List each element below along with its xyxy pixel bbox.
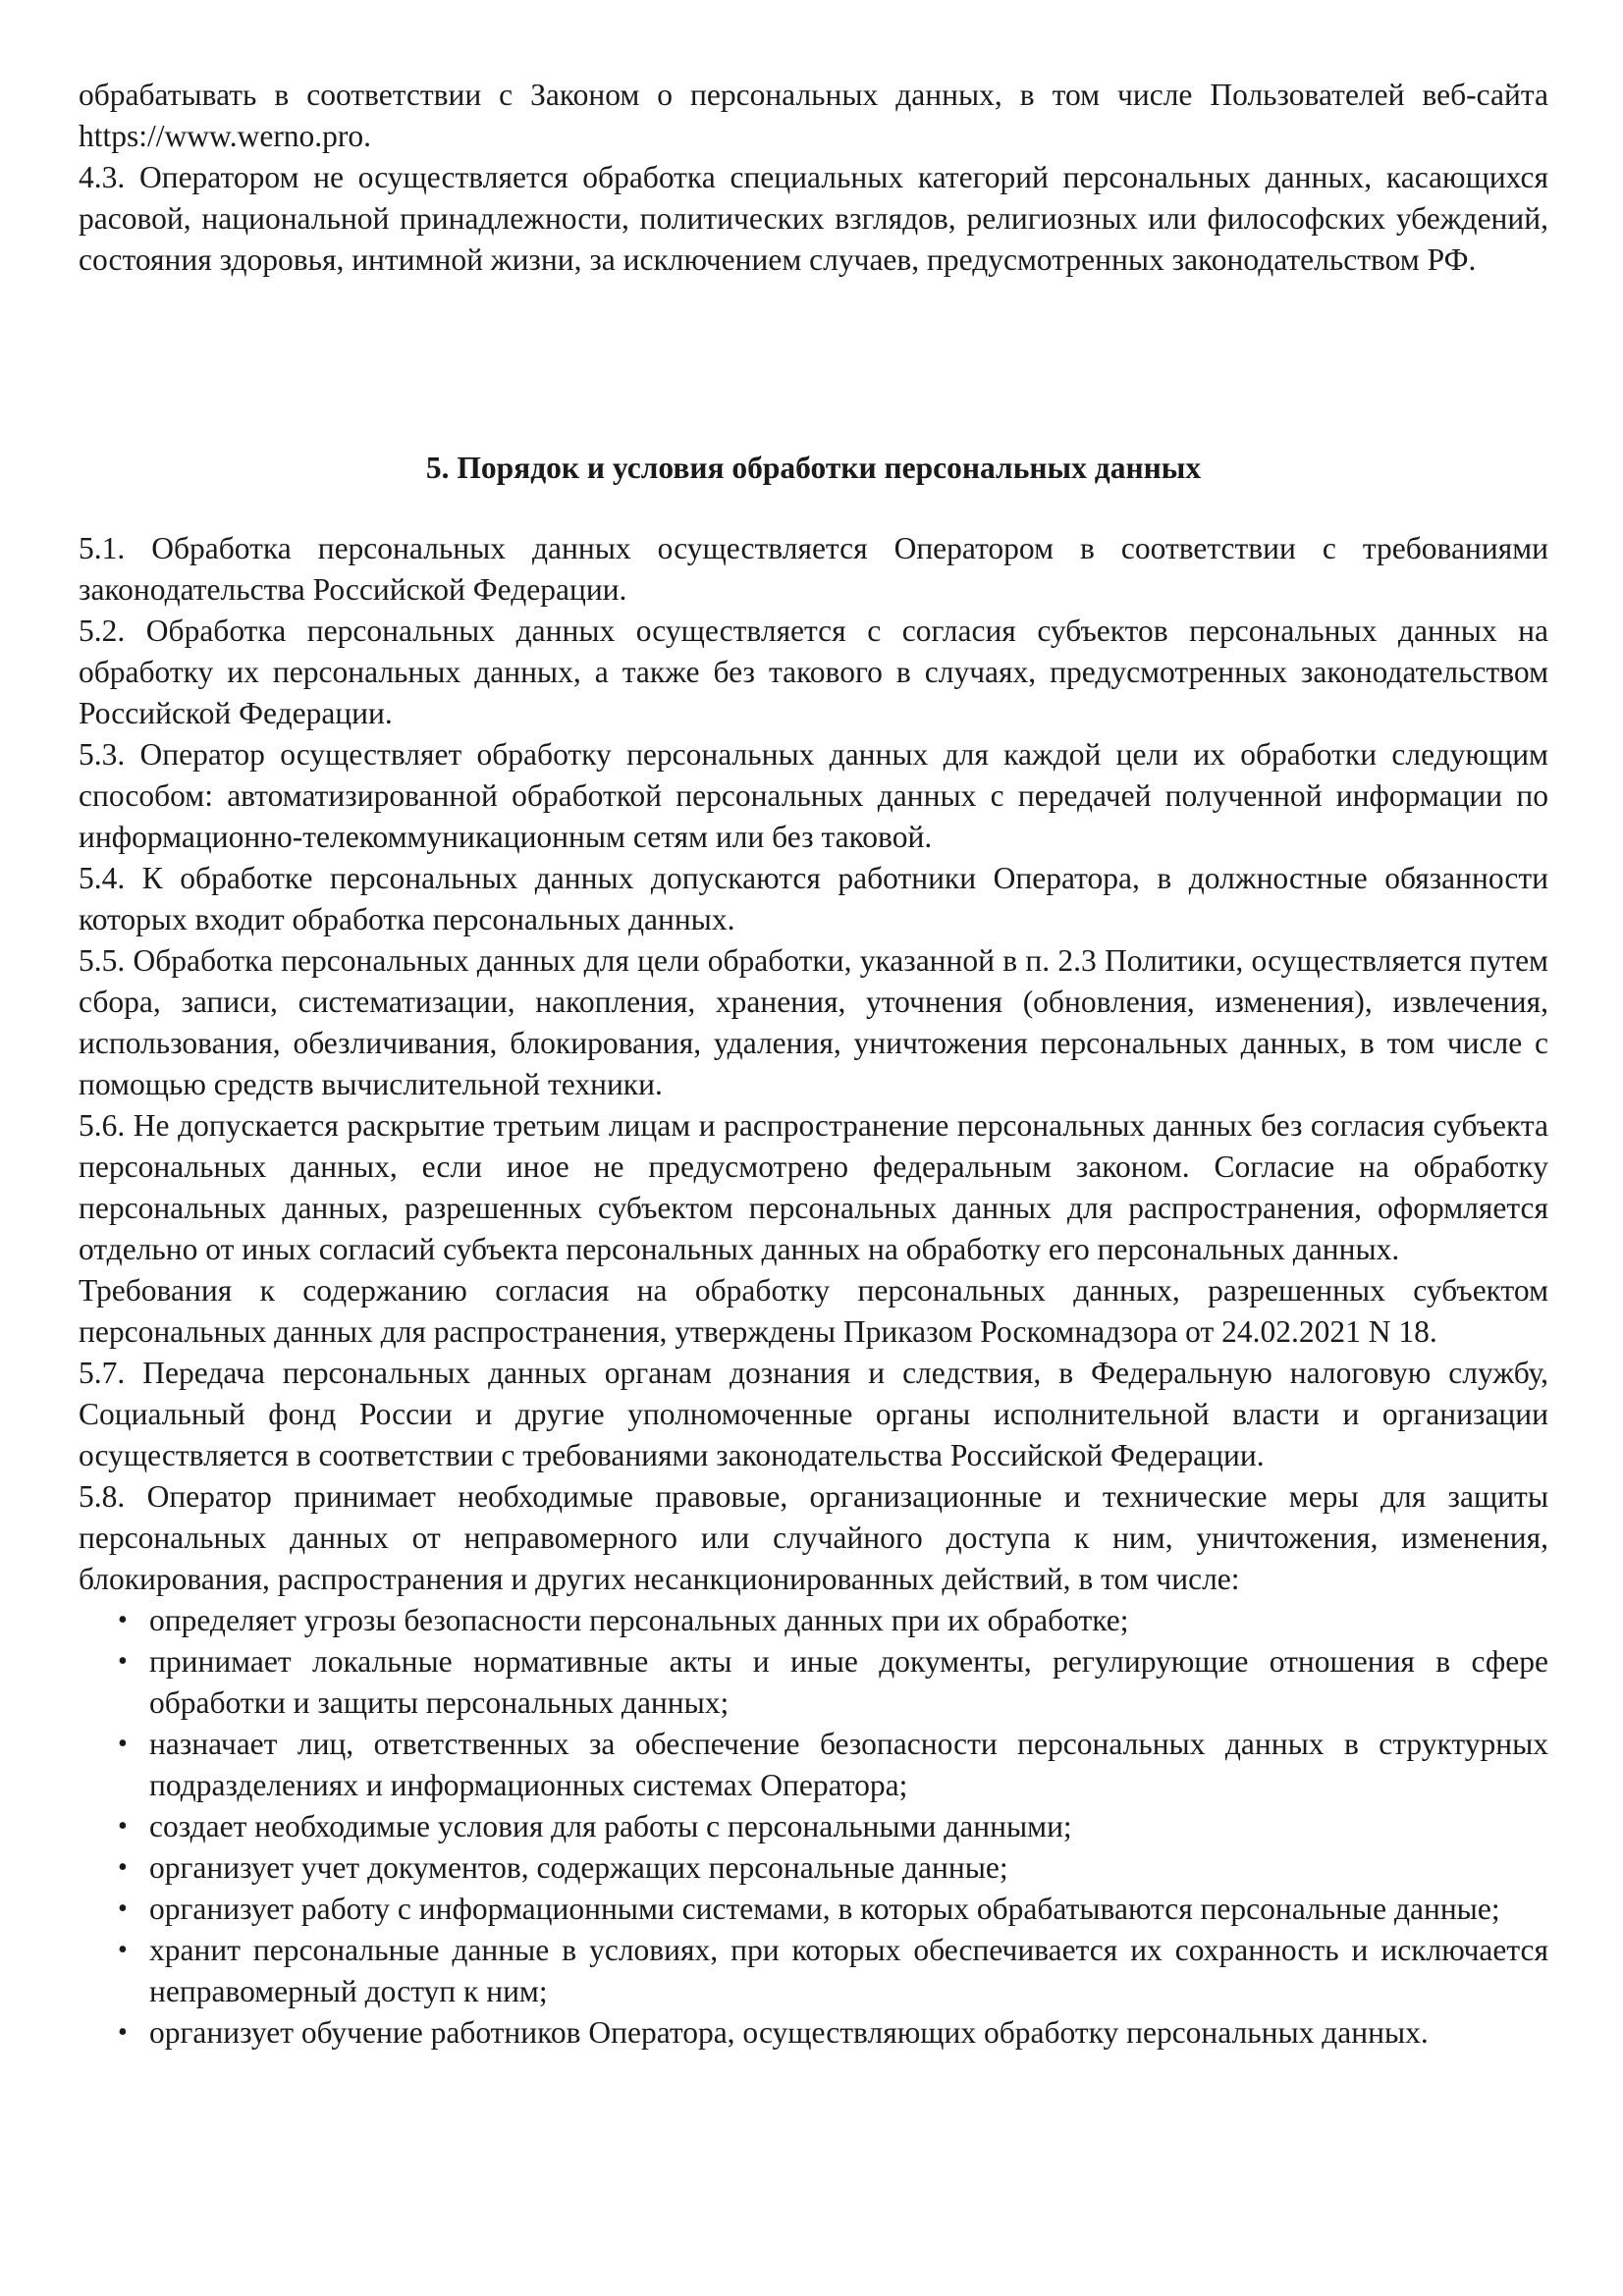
bullet-icon: •	[118, 1729, 128, 1759]
measures-list	[79, 1600, 1548, 2054]
paragraph-5-3: 5.3. Оператор осуществляет обработку персональных данных для каждой цели их обработки следующим способом: автоматизированной обработкой персональных данных с передачей полученной информации по информационно-телекоммуникационным сетям или без таковой.	[79, 737, 1548, 854]
list-item	[118, 2012, 1548, 2054]
bullet-icon: •	[118, 1894, 128, 1924]
bullet-icon: •	[118, 1646, 128, 1677]
list-item	[118, 1806, 1548, 1847]
bullet-icon: •	[118, 2017, 128, 2048]
paragraph-5-8: 5.8. Оператор принимает необходимые правовые, организационные и технические меры для защиты персональных данных от неправомерного или случайного доступа к ним, уничтожения, изменения, блокирования, распространения и других несанкционированных действий, в том числе:	[79, 1479, 1548, 1596]
paragraph-4-3: 4.3. Оператором не осуществляется обработка специальных категорий персональных данных, касающихся расовой, национальной принадлежности, политических взглядов, религиозных или философских убеждений, состояния здоровья, интимной жизни, за исключением случаев, предусмотренных законодательством РФ.	[79, 160, 1548, 277]
bullet-icon: •	[118, 1852, 128, 1883]
paragraph-5-4: 5.4. К обработке персональных данных допускаются работники Оператора, в должностные обязанности которых входит обработка персональных данных.	[79, 861, 1548, 936]
paragraph-intro-continuation: обрабатывать в соответствии с Законом о персональных данных, в том числе Пользователей веб-сайта https://www.werno.pro.	[79, 78, 1548, 153]
list-item-text: организует работу с информационными системами, в которых обрабатываются персональные данные;	[149, 1892, 1500, 1926]
list-item-text: принимает локальные нормативные акты и иные документы, регулирующие отношения в сфере обработки и защиты персональных данных;	[149, 1644, 1548, 1720]
list-item-text: назначает лиц, ответственных за обеспечение безопасности персональных данных в структурных подразделениях и информационных системах Оператора;	[149, 1727, 1548, 1802]
bullet-icon: •	[118, 1935, 128, 1965]
section-title: 5. Порядок и условия обработки персональных данных	[425, 451, 1202, 485]
list-item	[118, 1600, 1548, 1641]
list-item	[118, 1930, 1548, 2012]
paragraph-5-1: 5.1. Обработка персональных данных осуществляется Оператором в соответствии с требованиями законодательства Российской Федерации.	[79, 531, 1548, 607]
bullet-icon: •	[118, 1811, 128, 1842]
list-item	[118, 1889, 1548, 1930]
paragraph-5-5: 5.5. Обработка персональных данных для цели обработки, указанной в п. 2.3 Политики, осуществляется путем сбора, записи, систематизации, накопления, хранения, уточнения (обновления, изменения), извлечения, использования, обезличивания, блокирования, удаления, уничтожения персональных данных, в том числе с помощью средств вычислительной техники.	[79, 943, 1548, 1101]
paragraph-5-7: 5.7. Передача персональных данных органам дознания и следствия, в Федеральную налоговую службу, Социальный фонд России и другие уполномоченные органы исполнительной власти и организации осуществляется в соответствии с требованиями законодательства Российской Федерации.	[79, 1356, 1548, 1472]
list-item-text: создает необходимые условия для работы с персональными данными;	[149, 1809, 1072, 1843]
list-item-text: хранит персональные данные в условиях, при которых обеспечивается их сохранность и исключается неправомерный доступ к ним;	[149, 1933, 1548, 2008]
paragraph-5-6: 5.6. Не допускается раскрытие третьим лицам и распространение персональных данных без согласия субъекта персональных данных, если иное не предусмотрено федеральным законом. Согласие на обработку персональных данных, разрешенных субъектом персональных данных для распространения, оформляется отдельно от иных согласий субъекта персональных данных на обработку его персональных данных.	[79, 1108, 1548, 1266]
list-item-text: организует обучение работников Оператора, осуществляющих обработку персональных данных.	[149, 2015, 1429, 2050]
paragraph-consent-requirements: Требования к содержанию согласия на обработку персональных данных, разрешенных субъектом персональных данных для распространения, утверждены Приказом Роскомнадзора от 24.02.2021 N 18.	[79, 1273, 1548, 1349]
bullet-icon: •	[118, 1605, 128, 1635]
list-item-text: определяет угрозы безопасности персональных данных при их обработке;	[149, 1603, 1129, 1637]
paragraph-5-2: 5.2. Обработка персональных данных осуществляется с согласия субъектов персональных данных на обработку их персональных данных, а также без такового в случаях, предусмотренных законодательством Российской Федерации.	[79, 614, 1548, 730]
document-page	[79, 75, 1548, 2054]
list-item	[118, 1724, 1548, 1806]
list-item	[118, 1641, 1548, 1724]
list-item	[118, 1847, 1548, 1889]
list-item-text: организует учет документов, содержащих персональные данные;	[149, 1850, 1008, 1885]
